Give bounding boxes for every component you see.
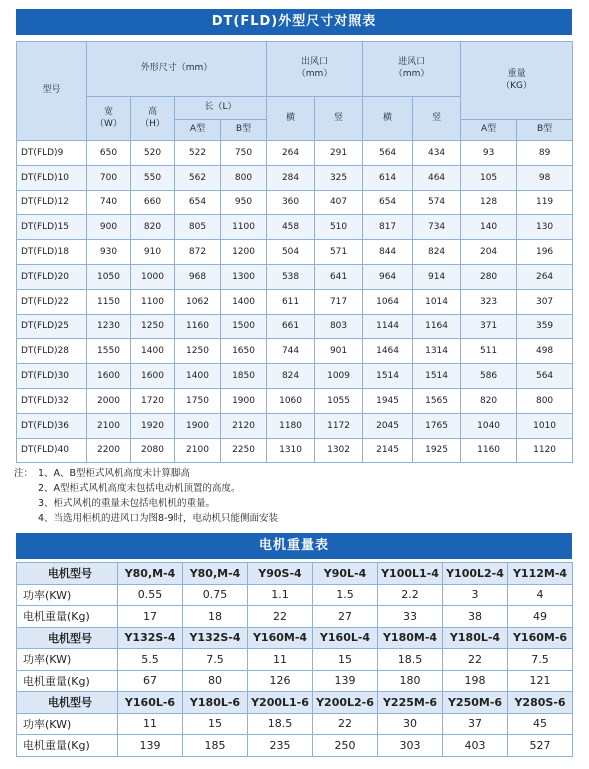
value-cell: 750: [221, 141, 267, 166]
value-cell: 914: [413, 264, 461, 289]
value-cell: 2200: [87, 438, 131, 463]
model-cell: DT(FLD)25: [17, 314, 87, 339]
value-cell: 700: [87, 165, 131, 190]
value-cell: 67: [118, 670, 183, 692]
motor-model-row: [17, 563, 573, 585]
model-cell: DT(FLD)28: [17, 339, 87, 364]
motor-table-body: [17, 563, 573, 757]
value-cell: 280: [461, 264, 517, 289]
value-cell: 1464: [363, 339, 413, 364]
value-cell: 824: [413, 240, 461, 265]
value-cell: 740: [87, 190, 131, 215]
model-cell: DT(FLD)36: [17, 413, 87, 438]
value-cell: 7.5: [508, 649, 573, 671]
table-row: [17, 165, 573, 190]
value-cell: 910: [131, 240, 175, 265]
header-outlet: 出风口 （mm）: [267, 42, 363, 97]
value-cell: 1600: [131, 364, 175, 389]
value-cell: 139: [118, 735, 183, 757]
value-cell: Y80,M-4: [183, 563, 248, 585]
value-cell: 1180: [267, 413, 315, 438]
value-cell: 1.5: [313, 584, 378, 606]
value-cell: 1314: [413, 339, 461, 364]
value-cell: 126: [248, 670, 313, 692]
value-cell: 641: [315, 264, 363, 289]
value-cell: 1100: [131, 289, 175, 314]
value-cell: 550: [131, 165, 175, 190]
value-cell: 33: [378, 606, 443, 628]
value-cell: 0.55: [118, 584, 183, 606]
motor-model-row: [17, 627, 573, 649]
value-cell: Y80,M-4: [118, 563, 183, 585]
header-height: 高 （H）: [131, 97, 175, 141]
value-cell: 1850: [221, 364, 267, 389]
value-cell: 1064: [363, 289, 413, 314]
value-cell: 185: [183, 735, 248, 757]
value-cell: 119: [517, 190, 573, 215]
value-cell: 930: [87, 240, 131, 265]
value-cell: 2000: [87, 388, 131, 413]
row-label: 电机重量(Kg): [17, 606, 118, 628]
value-cell: 805: [175, 215, 221, 240]
model-cell: DT(FLD)12: [17, 190, 87, 215]
value-cell: Y180L-4: [443, 627, 508, 649]
value-cell: 1945: [363, 388, 413, 413]
value-cell: 872: [175, 240, 221, 265]
table-row: [17, 215, 573, 240]
value-cell: 0.75: [183, 584, 248, 606]
value-cell: 198: [443, 670, 508, 692]
value-cell: 611: [267, 289, 315, 314]
row-label: 电机型号: [17, 563, 118, 585]
row-label: 功率(KW): [17, 649, 118, 671]
value-cell: 900: [87, 215, 131, 240]
value-cell: 1250: [175, 339, 221, 364]
value-cell: 820: [461, 388, 517, 413]
value-cell: 1765: [413, 413, 461, 438]
value-cell: 1400: [131, 339, 175, 364]
header-inlet-vertical: 竖: [413, 97, 461, 141]
value-cell: 15: [183, 713, 248, 735]
value-cell: 1400: [175, 364, 221, 389]
row-label: 电机重量(Kg): [17, 735, 118, 757]
value-cell: 1302: [315, 438, 363, 463]
motor-data-row: [17, 606, 573, 628]
row-label: 电机重量(Kg): [17, 670, 118, 692]
value-cell: 17: [118, 606, 183, 628]
value-cell: 1150: [87, 289, 131, 314]
value-cell: 1120: [517, 438, 573, 463]
value-cell: 964: [363, 264, 413, 289]
notes-prefix: 注：: [14, 468, 34, 479]
value-cell: 250: [313, 735, 378, 757]
value-cell: 139: [313, 670, 378, 692]
value-cell: 105: [461, 165, 517, 190]
note-item: 4、当选用柜机的进风口为图8-9时，电动机只能侧面安装: [38, 513, 279, 524]
value-cell: 520: [131, 141, 175, 166]
value-cell: 1230: [87, 314, 131, 339]
value-cell: 80: [183, 670, 248, 692]
value-cell: 800: [221, 165, 267, 190]
header-inlet-horizontal: 横: [363, 97, 413, 141]
value-cell: 1600: [87, 364, 131, 389]
value-cell: 817: [363, 215, 413, 240]
note-item: 2、A型柜式风机高度未包括电动机顶置的高度。: [38, 483, 241, 494]
value-cell: 360: [267, 190, 315, 215]
header-outlet-vertical: 竖: [315, 97, 363, 141]
value-cell: 30: [378, 713, 443, 735]
value-cell: 2045: [363, 413, 413, 438]
value-cell: 18.5: [378, 649, 443, 671]
value-cell: 571: [315, 240, 363, 265]
header-length-a: A型: [175, 120, 221, 141]
value-cell: 1514: [413, 364, 461, 389]
value-cell: 1055: [315, 388, 363, 413]
value-cell: 1160: [461, 438, 517, 463]
value-cell: 1050: [87, 264, 131, 289]
value-cell: 564: [363, 141, 413, 166]
note-item: 3、柜式风机的重量未包括电机机的重量。: [38, 498, 216, 509]
row-label: 功率(KW): [17, 713, 118, 735]
table-row: [17, 339, 573, 364]
value-cell: 968: [175, 264, 221, 289]
value-cell: 1500: [221, 314, 267, 339]
value-cell: 458: [267, 215, 315, 240]
value-cell: 89: [517, 141, 573, 166]
value-cell: 2100: [87, 413, 131, 438]
table-row: [17, 190, 573, 215]
model-cell: DT(FLD)32: [17, 388, 87, 413]
value-cell: 403: [443, 735, 508, 757]
value-cell: 407: [315, 190, 363, 215]
motor-data-row: [17, 584, 573, 606]
header-weight-a: A型: [461, 120, 517, 141]
value-cell: Y112M-4: [508, 563, 573, 585]
header-weight-b: B型: [517, 120, 573, 141]
value-cell: 1310: [267, 438, 315, 463]
value-cell: 1920: [131, 413, 175, 438]
table-row: [17, 240, 573, 265]
value-cell: 511: [461, 339, 517, 364]
value-cell: 284: [267, 165, 315, 190]
row-label: 功率(KW): [17, 584, 118, 606]
value-cell: 18.5: [248, 713, 313, 735]
value-cell: 49: [508, 606, 573, 628]
value-cell: Y132S-4: [183, 627, 248, 649]
table-row: [17, 438, 573, 463]
value-cell: 121: [508, 670, 573, 692]
value-cell: 498: [517, 339, 573, 364]
value-cell: 15: [313, 649, 378, 671]
table-row: [17, 264, 573, 289]
value-cell: 1172: [315, 413, 363, 438]
table-row: [17, 141, 573, 166]
model-cell: DT(FLD)9: [17, 141, 87, 166]
value-cell: 264: [517, 264, 573, 289]
value-cell: 22: [313, 713, 378, 735]
value-cell: 504: [267, 240, 315, 265]
motor-weight-table: [16, 562, 573, 757]
value-cell: 1250: [131, 314, 175, 339]
value-cell: 37: [443, 713, 508, 735]
value-cell: 574: [413, 190, 461, 215]
value-cell: 7.5: [183, 649, 248, 671]
value-cell: 800: [517, 388, 573, 413]
table-row: [17, 289, 573, 314]
header-model: 型号: [17, 42, 87, 141]
dimension-table: [16, 41, 573, 463]
value-cell: 22: [443, 649, 508, 671]
value-cell: 204: [461, 240, 517, 265]
value-cell: 1900: [221, 388, 267, 413]
value-cell: 1400: [221, 289, 267, 314]
value-cell: 140: [461, 215, 517, 240]
value-cell: 824: [267, 364, 315, 389]
value-cell: 98: [517, 165, 573, 190]
value-cell: 93: [461, 141, 517, 166]
value-cell: 2100: [175, 438, 221, 463]
value-cell: 2120: [221, 413, 267, 438]
dimension-table-title: DT(FLD)外型尺寸对照表: [16, 9, 572, 35]
value-cell: 264: [267, 141, 315, 166]
value-cell: 11: [248, 649, 313, 671]
table-row: [17, 413, 573, 438]
value-cell: 1164: [413, 314, 461, 339]
value-cell: 1062: [175, 289, 221, 314]
value-cell: Y250M-6: [443, 692, 508, 714]
value-cell: Y160M-4: [248, 627, 313, 649]
value-cell: 660: [131, 190, 175, 215]
value-cell: Y225M-6: [378, 692, 443, 714]
value-cell: 734: [413, 215, 461, 240]
value-cell: 11: [118, 713, 183, 735]
value-cell: 5.5: [118, 649, 183, 671]
row-label: 电机型号: [17, 627, 118, 649]
value-cell: Y180L-6: [183, 692, 248, 714]
value-cell: 1550: [87, 339, 131, 364]
motor-data-row: [17, 649, 573, 671]
value-cell: 650: [87, 141, 131, 166]
value-cell: Y160M-6: [508, 627, 573, 649]
header-outlet-horizontal: 横: [267, 97, 315, 141]
value-cell: 38: [443, 606, 508, 628]
value-cell: 654: [175, 190, 221, 215]
table-row: [17, 388, 573, 413]
note-item: 1、A、B型柜式风机高度未计算脚高: [38, 468, 191, 479]
motor-table-title: 电机重量表: [16, 533, 572, 559]
row-label: 电机型号: [17, 692, 118, 714]
value-cell: 18: [183, 606, 248, 628]
model-cell: DT(FLD)40: [17, 438, 87, 463]
table-row: [17, 364, 573, 389]
value-cell: 1514: [363, 364, 413, 389]
value-cell: 1014: [413, 289, 461, 314]
value-cell: 434: [413, 141, 461, 166]
value-cell: 4: [508, 584, 573, 606]
value-cell: 291: [315, 141, 363, 166]
value-cell: 325: [315, 165, 363, 190]
value-cell: 1.1: [248, 584, 313, 606]
value-cell: Y100L1-4: [378, 563, 443, 585]
table-row: [17, 314, 573, 339]
value-cell: 27: [313, 606, 378, 628]
value-cell: 538: [267, 264, 315, 289]
model-cell: DT(FLD)20: [17, 264, 87, 289]
header-length-b: B型: [221, 120, 267, 141]
value-cell: 128: [461, 190, 517, 215]
header-outer-size: 外形尺寸（mm）: [87, 42, 267, 97]
model-cell: DT(FLD)22: [17, 289, 87, 314]
value-cell: 820: [131, 215, 175, 240]
motor-data-row: [17, 713, 573, 735]
value-cell: 235: [248, 735, 313, 757]
value-cell: 586: [461, 364, 517, 389]
motor-data-row: [17, 735, 573, 757]
value-cell: 803: [315, 314, 363, 339]
value-cell: Y200L1-6: [248, 692, 313, 714]
value-cell: 1200: [221, 240, 267, 265]
value-cell: 1144: [363, 314, 413, 339]
header-weight: 重量 （KG）: [461, 42, 573, 120]
model-cell: DT(FLD)30: [17, 364, 87, 389]
value-cell: Y200L2-6: [313, 692, 378, 714]
value-cell: Y100L2-4: [443, 563, 508, 585]
dimension-table-body: [17, 141, 573, 463]
value-cell: 464: [413, 165, 461, 190]
value-cell: 1009: [315, 364, 363, 389]
header-length: 长（L）: [175, 97, 267, 120]
value-cell: 562: [175, 165, 221, 190]
value-cell: 323: [461, 289, 517, 314]
value-cell: 2145: [363, 438, 413, 463]
value-cell: 661: [267, 314, 315, 339]
value-cell: 527: [508, 735, 573, 757]
value-cell: 1650: [221, 339, 267, 364]
value-cell: 1100: [221, 215, 267, 240]
value-cell: 1060: [267, 388, 315, 413]
value-cell: 1900: [175, 413, 221, 438]
value-cell: Y160L-4: [313, 627, 378, 649]
value-cell: 180: [378, 670, 443, 692]
value-cell: 45: [508, 713, 573, 735]
value-cell: 1300: [221, 264, 267, 289]
value-cell: 3: [443, 584, 508, 606]
value-cell: Y90S-4: [248, 563, 313, 585]
value-cell: 2080: [131, 438, 175, 463]
motor-model-row: [17, 692, 573, 714]
model-cell: DT(FLD)15: [17, 215, 87, 240]
header-width: 宽 （W）: [87, 97, 131, 141]
value-cell: 2250: [221, 438, 267, 463]
value-cell: 371: [461, 314, 517, 339]
value-cell: 1010: [517, 413, 573, 438]
value-cell: Y280S-6: [508, 692, 573, 714]
value-cell: 1000: [131, 264, 175, 289]
value-cell: Y160L-6: [118, 692, 183, 714]
value-cell: 510: [315, 215, 363, 240]
value-cell: 2.2: [378, 584, 443, 606]
value-cell: 1750: [175, 388, 221, 413]
value-cell: 950: [221, 190, 267, 215]
value-cell: 1565: [413, 388, 461, 413]
model-cell: DT(FLD)10: [17, 165, 87, 190]
value-cell: 303: [378, 735, 443, 757]
value-cell: Y180M-4: [378, 627, 443, 649]
value-cell: 359: [517, 314, 573, 339]
value-cell: 307: [517, 289, 573, 314]
value-cell: Y90L-4: [313, 563, 378, 585]
value-cell: 564: [517, 364, 573, 389]
value-cell: Y132S-4: [118, 627, 183, 649]
value-cell: 1160: [175, 314, 221, 339]
value-cell: 22: [248, 606, 313, 628]
value-cell: 1720: [131, 388, 175, 413]
value-cell: 744: [267, 339, 315, 364]
motor-data-row: [17, 670, 573, 692]
value-cell: 196: [517, 240, 573, 265]
value-cell: 522: [175, 141, 221, 166]
value-cell: 717: [315, 289, 363, 314]
value-cell: 1925: [413, 438, 461, 463]
value-cell: 614: [363, 165, 413, 190]
model-cell: DT(FLD)18: [17, 240, 87, 265]
value-cell: 130: [517, 215, 573, 240]
value-cell: 901: [315, 339, 363, 364]
value-cell: 654: [363, 190, 413, 215]
header-inlet: 进风口 （mm）: [363, 42, 461, 97]
value-cell: 1040: [461, 413, 517, 438]
value-cell: 844: [363, 240, 413, 265]
